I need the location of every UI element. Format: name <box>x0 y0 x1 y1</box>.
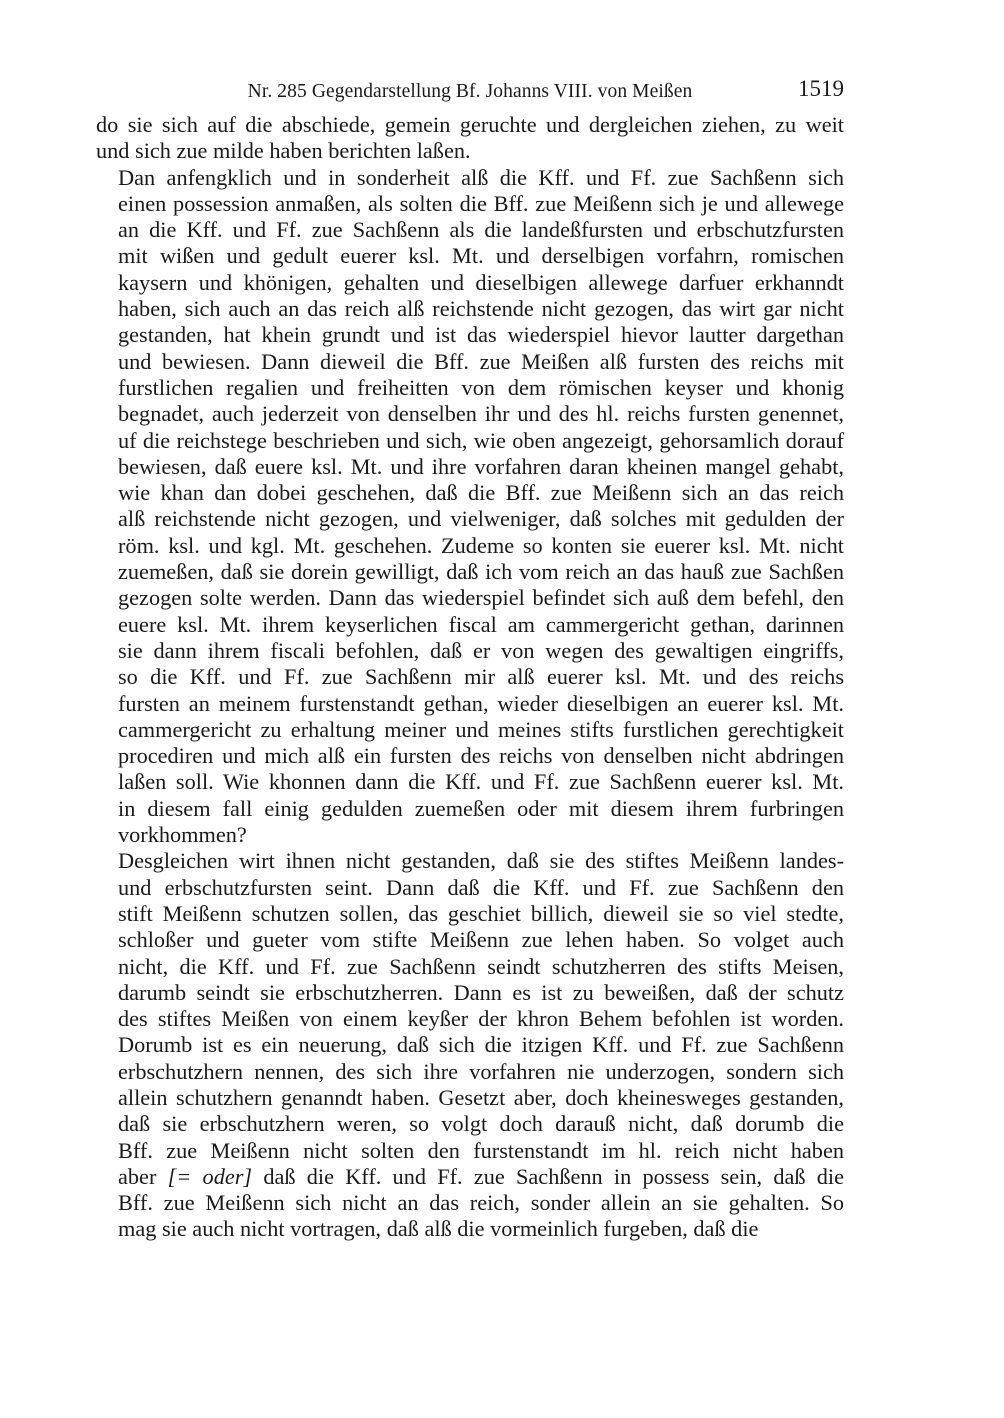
text-line: bewiesen, daß euere ksl. Mt. und ihre vorfahren daran kheinen mangel gehabt, <box>118 453 844 479</box>
text-line: furstlichen regalien und freiheitten von dem römischen keyser und khonig <box>118 374 844 400</box>
body-text <box>96 112 844 1243</box>
text-line: Bff. zue Meißenn nicht solten den furstenstandt im hl. reich nicht haben <box>118 1137 844 1163</box>
document-page <box>96 76 844 1243</box>
text-line: so die Kff. und Ff. zue Sachßenn mir alß euerer ksl. Mt. und des reichs <box>118 664 844 690</box>
running-head <box>96 76 844 112</box>
text-line: cammergericht zu erhaltung meiner und meines stifts furstlichen gerechtigkeit <box>118 716 844 742</box>
text-line: allein schutzhern genanndt haben. Gesetzt aber, doch kheinesweges gestanden, <box>118 1084 844 1110</box>
text-line: nicht, die Kff. und Ff. zue Sachßenn seindt schutzherren des stifts Meisen, <box>118 953 844 979</box>
text-line: in diesem fall einig gedulden zuemeßen oder mit diesem ihrem furbringen <box>118 795 844 821</box>
text-line: zuemeßen, daß sie dorein gewilligt, daß ich vom reich an das hauß zue Sachßen <box>118 559 844 585</box>
text-line: röm. ksl. und kgl. Mt. geschehen. Zudeme so konten sie euerer ksl. Mt. nicht <box>118 532 844 558</box>
text-line: sie dann ihrem fiscali befohlen, daß er von wegen des gewaltigen eingriffs, <box>118 637 844 663</box>
text-line: begnadet, auch jederzeit von denselben ihr und des hl. reichs fursten genennet, <box>118 401 844 427</box>
text-line: erbschutzhern nennen, des sich ihre vorfahren nie underzogen, sondern sich <box>118 1058 844 1084</box>
text-line: einen possession anmaßen, als solten die Bff. zue Meißenn sich je und allewege <box>118 190 844 216</box>
text-line: gestanden, hat khein grundt und ist das wiederspiel hievor lautter dargethan <box>118 322 844 348</box>
text-line: wie khan dan dobei geschehen, daß die Bff. zue Meißenn sich an das reich <box>118 480 844 506</box>
text-line: und bewiesen. Dann dieweil die Bff. zue Meißen alß fursten des reichs mit <box>118 348 844 374</box>
text-line: an die Kff. und Ff. zue Sachßenn als die landeßfursten und erbschutzfursten <box>118 217 844 243</box>
text-line: euere ksl. Mt. ihrem keyserlichen fiscal am cammergericht gethan, darinnen <box>118 611 844 637</box>
text-line: aber [= oder] daß die Kff. und Ff. zue Sachßenn in possess sein, daß die <box>118 1163 844 1189</box>
text-line: des stiftes Meißen von einem keyßer der khron Behem befohlen ist worden. <box>118 1006 844 1032</box>
paragraph <box>96 848 844 1242</box>
text-line: kaysern und khönigen, gehalten und dieselbigen allewege darfuer erkhanndt <box>118 269 844 295</box>
text-line: laßen soll. Wie khonnen dann die Kff. und Ff. zue Sachßenn euerer ksl. Mt. <box>118 769 844 795</box>
text-line: stift Meißenn schutzen sollen, das geschiet billich, dieweil sie so viel stedte, <box>118 900 844 926</box>
text-line: do sie sich auf die abschiede, gemein geruchte und dergleichen ziehen, zu weit <box>96 112 844 137</box>
text-line: fursten an meinem furstenstandt gethan, wieder dieselbigen an euerer ksl. Mt. <box>118 690 844 716</box>
text-line: alß reichstende nicht gezogen, und vielweniger, daß solches mit gedulden der <box>118 506 844 532</box>
text-line: daß sie erbschutzhern weren, so volgt doch darauß nicht, daß dorumb die <box>118 1111 844 1137</box>
text-line: Dan anfengklich und in sonderheit alß die Kff. und Ff. zue Sachßenn sich <box>118 164 844 190</box>
text-line: darumb seindt sie erbschutzherren. Dann es ist zu beweißen, daß der schutz <box>118 979 844 1005</box>
text-line: vorkhommen? <box>118 822 247 848</box>
text-line: schloßer und gueter vom stifte Meißenn zue lehen haben. So volget auch <box>118 927 844 953</box>
paragraph <box>96 112 844 165</box>
text-line: mit wißen und gedult euerer ksl. Mt. und derselbigen vorfahrn, romischen <box>118 243 844 269</box>
text-line: und erbschutzfursten seint. Dann daß die Kff. und Ff. zue Sachßenn den <box>118 874 844 900</box>
text-line: Desgleichen wirt ihnen nicht gestanden, daß sie des stiftes Meißenn landes- <box>118 848 844 874</box>
running-title: Nr. 285 Gegendarstellung Bf. Johanns VIII. von Meißen <box>247 81 693 102</box>
text-line: uf die reichstege beschrieben und sich, wie oben angezeigt, gehorsamlich dorauf <box>118 427 844 453</box>
text-line: procediren und mich alß ein fursten des reichs von denselben nicht abdringen <box>118 743 844 769</box>
text-line: Bff. zue Meißenn sich nicht an das reich, sonder allein an sie gehalten. So <box>118 1190 844 1216</box>
text-line: und sich zue milde haben berichten laßen. <box>96 138 471 164</box>
text-line: Dorumb ist es ein neuerung, daß sich die itzigen Kff. und Ff. zue Sachßenn <box>118 1032 844 1058</box>
editorial-note: [= oder] <box>167 1163 253 1189</box>
text-line: gezogen solte werden. Dann das wiederspiel befindet sich auß dem befehl, den <box>118 585 844 611</box>
text-line: mag sie auch nicht vortragen, daß alß die vormeinlich furgeben, daß die <box>118 1216 759 1242</box>
page-number: 1519 <box>798 76 844 101</box>
text-line: haben, sich auch an das reich alß reichstende nicht gezogen, das wirt gar nicht <box>118 296 844 322</box>
paragraph <box>96 165 844 849</box>
